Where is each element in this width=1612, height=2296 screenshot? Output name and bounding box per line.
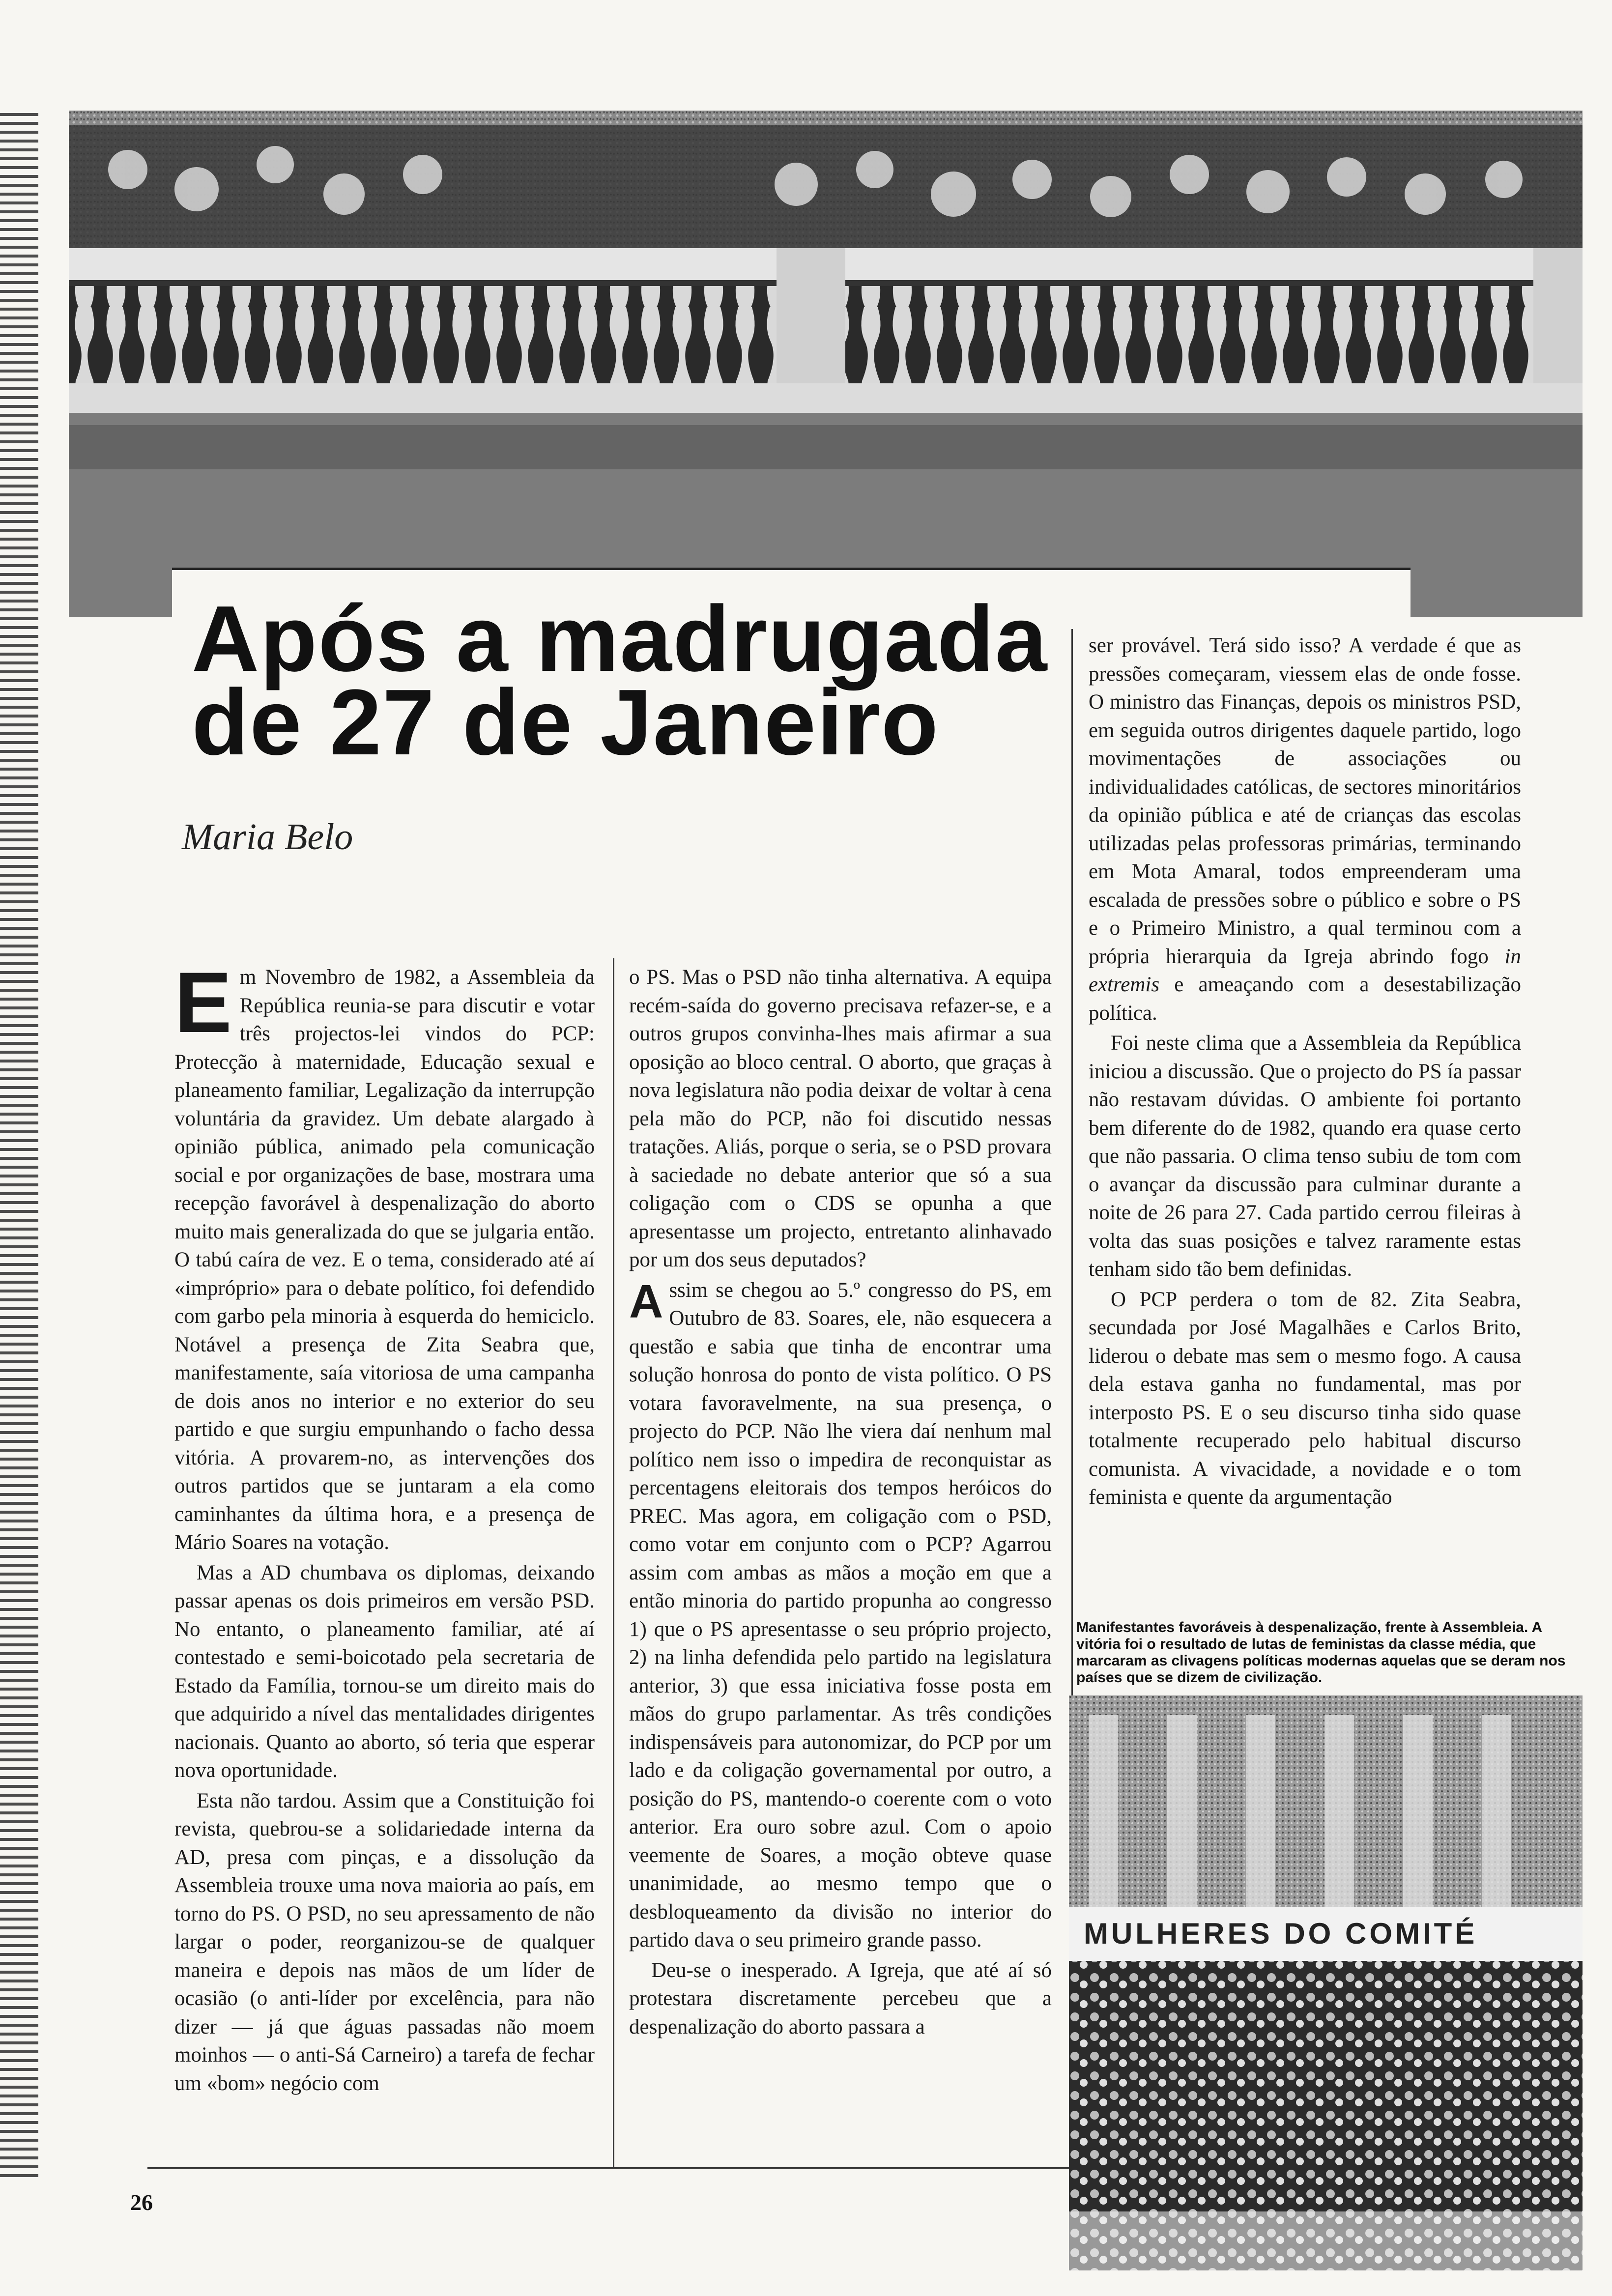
bottom-photo — [1069, 1695, 1583, 2270]
photo-caption: Manifestantes favoráveis à despenalização, frente à Assembleia. A vitória foi o resultado de lutas de feministas da classe média, que marcaram as clivagens políticas modernas aquelas que se deram nos países que se dizem de civilização. — [1076, 1619, 1566, 1686]
paragraph: Assim se chegou ao 5.º congresso do PS, em Outubro de 83. Soares, ele, não esquecera a questão e sabia que tinha de encontrar uma solução honrosa do ponto de vista político. O PS votara favoravelmente, na sua presença, o projecto do PCP. Não lhe viera daí nenhum mal político nem isso o impedira de reconquistar as percentagens eleitorais dos tempos heróicos do PREC. Mas agora, em coligação com o PSD, como votar em conjunto com o PCP? Agarrou assim com ambas as mãos a moção em que a então minoria do partido propunha ao congresso 1) que o PS apresentasse o seu próprio projecto, 2) na linha defendida pelo partido na legislatura anterior, 3) que essa iniciativa fosse posta em mãos do grupo parlamentar. As três condições indispensáveis para autonomizar, do PCP por um lado e da coligação governamental por outro, a posição do PS, mantendo-o coerente com o voto anterior. Era ouro sobre azul. Com o apoio veemente de Soares, a moção obteve quase unanimidade, ao mesmo tempo que o desbloqueamento da divisão no interior do partido dava o seu primeiro grande passo. — [629, 1275, 1052, 1952]
paragraph: Esta não tardou. Assim que a Constituição foi revista, quebrou-se a solidariedade interna da AD, presa com pinças, e a dissolução da Assembleia trouxe uma nova maioria ao país, em torno do PS. O PSD, no seu apressamento de não largar o poder, reorganizou-se de qualquer maneira e depois nas mãos de um líder de ocasião (o anti-líder por excelência, para não dizer — já que águas passadas não moem moinhos — o anti-Sá Carneiro) a tarefa de fechar um «bom» negócio com — [174, 1789, 595, 2095]
top-photo — [69, 111, 1583, 617]
paragraph: Deu-se o inesperado. A Igreja, que até aí só protestara discretamente percebeu que a despenalização do aborto passara a — [629, 1958, 1052, 2038]
paragraph: Em Novembro de 1982, a Assembleia da República reunia-se para discutir e votar três projectos-lei vindos do PCP: Protecção à maternidade, Educação sexual e planeamento familiar, Legalização da interrupção voluntária da gravidez. Um debate alargado à opinião pública, animado pela comunicação social e por organizações de base, mostrara uma recepção favorável à despenalização do aborto muito mais generalizada do que se julgaria então. O tabú caíra de vez. E o tema, considerado até aí «impróprio» para o debate político, foi defendido com garbo pela minoria à esquerda do hemiciclo. Notável a presença de Zita Seabra que, manifestamente, saía vitoriosa de uma campanha de dois anos no interior e no exterior do seu partido e que surgiu empunhando o facho dessa vitória. A provarem-no, as intervenções dos outros partidos que se juntaram a ela como caminhantes da última hora, e a presença de Mário Soares na votação. — [174, 955, 595, 1554]
article-headline: Após a madrugada de 27 de Janeiro — [192, 587, 1048, 775]
paragraph: Foi neste clima que a Assembleia da República iniciou a discussão. Que o projecto do PS ía passar não restavam dúvidas. O ambiente foi portanto bem diferente do de 1982, quando era quase certo que não passaria. O clima tenso subiu de tom com o avançar da discussão para culminar durante a noite de 26 para 27. Cada partido cerrou fileiras à volta das suas posições e talvez raramente estas tenham sido tão bem definidas. — [1089, 1032, 1521, 1281]
banner-text: MULHERES DO COMITÉ — [1084, 1917, 1478, 1950]
column-divider — [613, 958, 614, 2167]
paragraph: ser provável. Terá sido isso? A verdade é que as pressões começaram, viessem elas de onde fosse. O ministro das Finanças, depois os ministros PSD, em seguida outros dirigentes daquele partido, logo movimentações de associações ou individualidades católicas, de sectores minoritários da opinião pública e até de crianças das escolas utilizadas pelas professoras primárias, terminando em Mota Amaral, todos empreenderam uma escalada de pressões sobre o público e sobre o PS e o Primeiro Ministro, a qual terminou com a própria hierarquia da Igreja abrindo fogo in extremis e ameaçando com a desestabilização política. — [1089, 634, 1521, 1025]
article-column-1 — [174, 955, 595, 2099]
binding-strip — [0, 113, 38, 2177]
paragraph: o PS. Mas o PSD não tinha alternativa. A equipa recém-saída do governo precisava refazer-se, e a outros grupos convinha-lhes mais afirmar a sua oposição ao bloco central. O aborto, que graças à nova legislatura não podia deixar de voltar à cena pela mão do PCP, não foi discutido nessas tratações. Aliás, porque o seria, se o PSD provara à saciedade no debate anterior que só a sua coligação com o CDS se opunha a que apresentasse um projecto, entretanto alinhavado por um dos seus deputados? — [629, 966, 1052, 1271]
demonstration-photo-icon — [1069, 1695, 1583, 2270]
page-number: 26 — [130, 2190, 153, 2215]
drop-cap: E — [174, 955, 232, 1051]
drop-cap: A — [629, 1275, 663, 1328]
paragraph: O PCP perdera o tom de 82. Zita Seabra, secundada por José Magalhães e Carlos Brito, liderou o debate mas sem o mesmo fogo. A causa dela estava ganha no fundamental, mas por interposto PS. E o seu discurso tinha sido quase totalmente recuperado pelo habitual discurso comunista. A vivacidade, a novidade e o tom feminista e quente da argumentação — [1089, 1288, 1521, 1509]
article-byline: Maria Belo — [182, 816, 353, 858]
article-column-3 — [1089, 631, 1521, 1514]
paragraph: Mas a AD chumbava os diplomas, deixando passar apenas os dois primeiros em versão PSD. No entanto, o planeamento familiar, até aí contestado e semi-boicotado pela secretaria de Estado da Família, tornou-se um direito mais do que adquirido a nível das mentalidades dirigentes nacionais. Quanto ao aborto, só teria que esperar nova oportunidade. — [174, 1561, 595, 1782]
balcony-crowd-photo-icon — [69, 111, 1583, 617]
article-column-2 — [629, 963, 1052, 2043]
